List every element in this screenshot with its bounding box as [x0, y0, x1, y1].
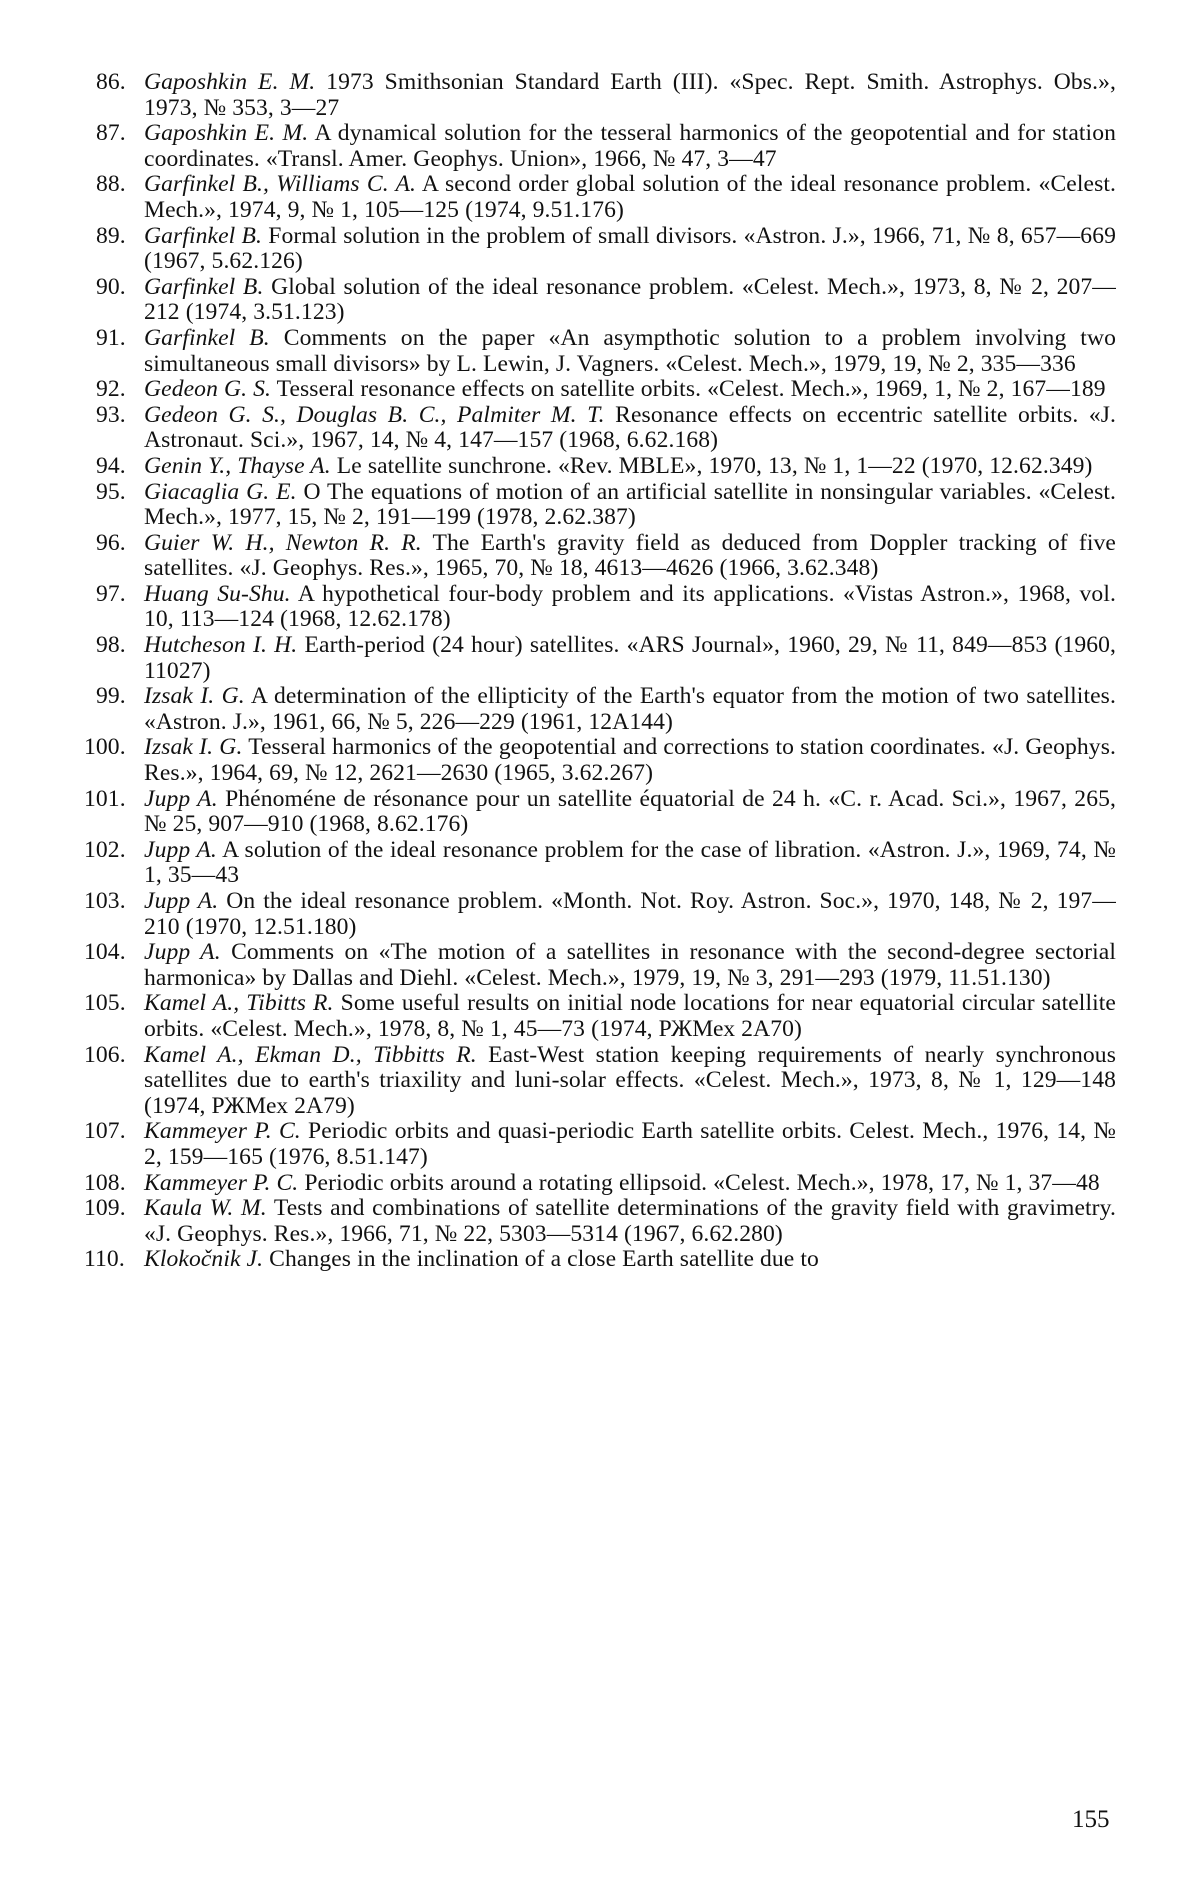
- reference-entry: [96, 377, 1116, 403]
- reference-authors: Kamel A., Tibitts R.: [144, 990, 334, 1017]
- reference-text: Earth-period (24 hour) satellites. «ARS Journal», 1960, 29, № 11, 849—853 (1960, 11027): [144, 632, 1117, 684]
- reference-text: Phénoméne de résonance pour un satellite équatorial de 24 h. «C. r. Acad. Sci.», 1967, 265, № 25, 907—910 (1968, 8.62.176): [144, 785, 1116, 838]
- reference-authors: Kaula W. M.: [144, 1195, 267, 1222]
- reference-text: Formal solution in the problem of small divisors. «Astron. J.», 1966, 71, № 8, 657—669 (1967, 5.62.126): [144, 222, 1116, 275]
- reference-authors: Gedeon G. S.: [144, 376, 272, 403]
- reference-entry: [96, 531, 1116, 582]
- reference-authors: Giacaglia G. E.: [144, 478, 297, 505]
- reference-number: 97.: [96, 580, 126, 607]
- reference-authors: Garfinkel B.: [144, 324, 270, 351]
- reference-number: 101.: [84, 785, 126, 812]
- reference-authors: Gaposhkin E. M.: [144, 120, 309, 147]
- reference-number: 99.: [96, 683, 126, 710]
- reference-entry: [96, 172, 1116, 223]
- reference-number: 103.: [84, 888, 126, 914]
- reference-text: Tests and combinations of satellite determinations of the gravity field with gravimetry. «J. Geophys. Res.», 1966, 71, № 22, 5303—5314 (1967, 6.62.280): [144, 1195, 1116, 1247]
- reference-entry: [84, 939, 1116, 991]
- reference-text: Comments on «The motion of a satellites in resonance with the second-degree sectorial harmonica» by Dallas and Diehl. «Celest. Mech.», 1979, 19, № 3, 291—293 (1979, 11.51.130): [144, 939, 1116, 991]
- reference-text: A dynamical solution for the tesseral harmonics of the geopotential and for station coordinates. «Transl. Amer. Geophys. Union», 1966, № 47, 3—47: [144, 120, 1116, 172]
- reference-entry: [84, 1169, 1116, 1197]
- reference-number: 87.: [96, 120, 126, 147]
- reference-text: A determination of the ellipticity of the Earth's equator from the motion of two satellites. «Astron. J.», 1961, 66, № 5, 226—229 (1961, 12A144): [144, 683, 1116, 735]
- reference-text: East-West station keeping requirements of nearly synchronous satellites due to earth's triaxility and luni-solar effects. «Celest. Mech.», 1973, 8, № 1, 129—148 (1974, РЖМех 2A79): [144, 1041, 1116, 1119]
- reference-number: 95.: [96, 478, 126, 505]
- reference-entry: [96, 121, 1116, 172]
- reference-number: 110.: [84, 1246, 125, 1273]
- reference-number: 92.: [96, 376, 126, 403]
- reference-authors: Huang Su-Shu.: [144, 580, 291, 607]
- reference-entry: [84, 836, 1116, 889]
- reference-text: Comments on the paper «An asympthotic solution to a problem involving two simultaneous small divisors» by L. Lewin, J. Vagners. «Celest. Mech.», 1979, 19, № 2, 335—336: [144, 324, 1117, 377]
- reference-number: 102.: [84, 836, 126, 863]
- reference-entry: [84, 990, 1117, 1042]
- reference-authors: Jupp A.: [144, 888, 219, 914]
- reference-authors: Hutcheson I. H.: [144, 632, 298, 659]
- reference-entry: [96, 454, 1116, 480]
- reference-text: Some useful results on initial node locations for near equatorial circular satellite orbits. «Celest. Mech.», 1978, 8, № 1, 45—73 (1974, РЖМех 2A70): [144, 990, 1117, 1042]
- reference-authors: Gaposhkin E. M.: [144, 69, 316, 95]
- reference-authors: Izsak I. G.: [144, 683, 245, 710]
- reference-authors: Jupp A.: [144, 939, 221, 966]
- reference-number: 104.: [84, 939, 126, 966]
- reference-entry: [84, 734, 1116, 787]
- reference-text: Resonance effects on eccentric satellite orbits. «J. Astronaut. Sci.», 1967, 14, № 4, 147—157 (1968, 6.62.168): [144, 401, 1117, 454]
- reference-authors: Klokočnik J.: [144, 1246, 264, 1273]
- reference-entry: [84, 1041, 1116, 1120]
- reference-authors: Kammeyer P. C.: [144, 1169, 299, 1196]
- reference-entry: [84, 1195, 1116, 1247]
- reference-authors: Garfinkel B.: [144, 222, 263, 249]
- reference-authors: Gedeon G. S., Douglas B. C., Palmiter M. T.: [144, 401, 605, 428]
- reference-number: 94.: [96, 452, 126, 479]
- page-number: 155: [1072, 1806, 1110, 1833]
- reference-authors: Kammeyer P. C.: [144, 1118, 301, 1145]
- reference-number: 96.: [96, 529, 126, 556]
- reference-text: A hypothetical four-body problem and its applications. «Vistas Astron.», 1968, vol. 10, 113—124 (1968, 12.62.178): [144, 580, 1116, 633]
- reference-number: 107.: [84, 1118, 126, 1145]
- reference-number: 106.: [84, 1041, 126, 1068]
- reference-authors: Garfinkel B.: [144, 273, 264, 300]
- reference-text: A solution of the ideal resonance problem for the case of libration. «Astron. J.», 1969, 74, № 1, 35—43: [144, 836, 1116, 889]
- reference-number: 100.: [84, 734, 126, 761]
- reference-text: Tesseral resonance effects on satellite orbits. «Celest. Mech.», 1969, 1, № 2, 167—189: [276, 376, 1106, 403]
- reference-entry: [96, 275, 1116, 326]
- reference-number: 86.: [96, 69, 126, 95]
- reference-entry: [96, 326, 1116, 377]
- reference-text: Tesseral harmonics of the geopotential and corrections to station coordinates. «J. Geophys. Res.», 1964, 69, № 12, 2621—2630 (1965, 3.62.267): [144, 734, 1116, 787]
- reference-authors: Genin Y., Thayse A.: [144, 452, 331, 479]
- reference-authors: Kamel A., Ekman D., Tibbitts R.: [144, 1041, 477, 1068]
- reference-entry: [96, 582, 1116, 633]
- reference-number: 109.: [84, 1195, 126, 1222]
- reference-entry: [84, 1246, 1116, 1273]
- reference-text: The Earth's gravity field as deduced from Doppler tracking of five satellites. «J. Geophys. Res.», 1965, 70, № 18, 4613—4626 (1966, 3.62.348): [144, 529, 1116, 582]
- reference-entry: [84, 1118, 1117, 1170]
- reference-number: 89.: [96, 222, 126, 249]
- reference-authors: Guier W. H., Newton R. R.: [144, 529, 422, 556]
- reference-entry: [96, 224, 1116, 275]
- reference-text: On the ideal resonance problem. «Month. Not. Roy. Astron. Soc.», 1970, 148, № 2, 197—210 (1970, 12.51.180): [144, 888, 1116, 940]
- reference-number: 93.: [96, 401, 126, 428]
- reference-entry: [96, 403, 1116, 454]
- reference-text: Periodic orbits around a rotating ellipsoid. «Celest. Mech.», 1978, 17, № 1, 37—48: [304, 1169, 1100, 1196]
- reference-number: 98.: [96, 632, 126, 659]
- reference-entry: [96, 633, 1116, 684]
- reference-text: Le satellite sunchrone. «Rev. MBLE», 1970, 13, № 1, 1—22 (1970, 12.62.349): [336, 452, 1093, 479]
- reference-text: Changes in the inclination of a close Earth satellite due to: [269, 1246, 819, 1273]
- reference-authors: Jupp A.: [144, 785, 218, 812]
- reference-text: A second order global solution of the ideal resonance problem. «Celest. Mech.», 1974, 9, № 1, 105—125 (1974, 9.51.176): [144, 171, 1117, 223]
- reference-authors: Jupp A.: [144, 836, 217, 863]
- reference-number: 88.: [96, 171, 126, 198]
- reference-list: [84, 69, 1117, 1273]
- reference-entry: [84, 785, 1116, 838]
- reference-number: 91.: [96, 324, 126, 351]
- reference-text: O The equations of motion of an artificial satellite in nonsingular variables. «Celest. Mech.», 1977, 15, № 2, 191—199 (1978, 2.62.387): [144, 478, 1117, 531]
- reference-entry: [96, 684, 1116, 735]
- reference-authors: Izsak I. G.: [144, 734, 243, 761]
- reference-text: Periodic orbits and quasi-periodic Earth satellite orbits. Celest. Mech., 1976, 14, № 2, 159—165 (1976, 8.51.147): [144, 1118, 1117, 1170]
- reference-number: 108.: [84, 1169, 126, 1196]
- reference-text: 1973 Smithsonian Standard Earth (III). «Spec. Rept. Smith. Astrophys. Obs.», 1973, № 353, 3—27: [144, 69, 1116, 121]
- reference-entry: [84, 888, 1116, 940]
- reference-authors: Garfinkel B., Williams C. A.: [144, 171, 416, 198]
- reference-number: 90.: [96, 273, 126, 300]
- reference-entry: [96, 70, 1116, 121]
- reference-text: Global solution of the ideal resonance problem. «Celest. Mech.», 1973, 8, № 2, 207—212 (1974, 3.51.123): [144, 273, 1117, 326]
- reference-number: 105.: [84, 990, 126, 1017]
- reference-entry: [96, 480, 1116, 531]
